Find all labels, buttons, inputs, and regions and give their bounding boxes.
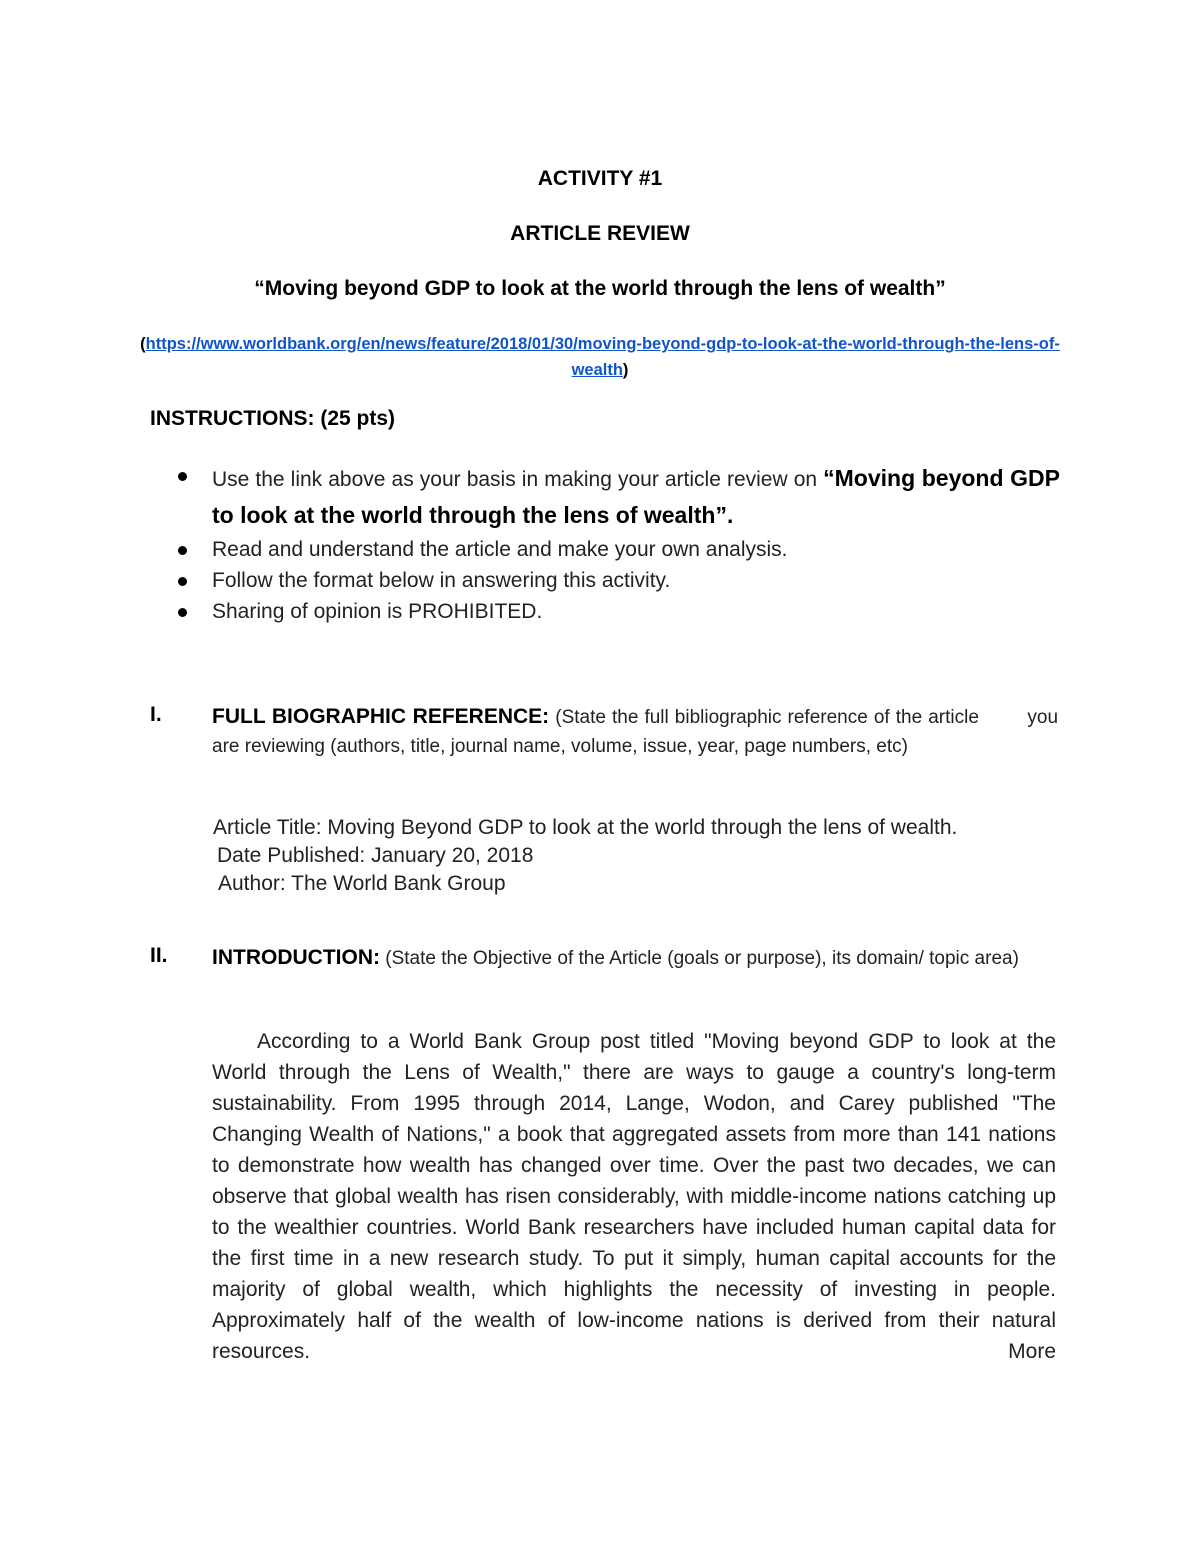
bullet-text: Sharing of opinion is PROHIBITED.	[212, 600, 543, 623]
list-item	[170, 596, 1060, 627]
activity-subtitle: ARTICLE REVIEW	[510, 222, 690, 245]
bullet-text: Use the link above as your basis in making your article review on	[212, 468, 824, 491]
section-number: II.	[150, 944, 168, 967]
bullet-icon	[178, 546, 187, 555]
reference-details	[213, 814, 957, 898]
section-description: (State the Objective of the Article (goals or purpose), its domain/ topic area)	[379, 948, 1019, 969]
article-url-link[interactable]: https://www.worldbank.org/en/news/feature/2018/01/30/moving-beyond-gdp-to-look-at-the-world-through-the-lens-of-wealth	[145, 335, 1060, 379]
section-number: I.	[150, 703, 162, 726]
section-label: FULL BIOGRAPHIC REFERENCE:	[212, 705, 550, 728]
bullet-text: Read and understand the article and make your own analysis.	[212, 538, 788, 561]
reference-date: Date Published: January 20, 2018	[217, 844, 534, 867]
reference-author: Author: The World Bank Group	[218, 872, 506, 895]
list-item	[170, 460, 1060, 534]
bullet-icon	[178, 472, 187, 481]
section-heading	[212, 944, 1058, 974]
url-close-paren: )	[622, 361, 629, 379]
section-heading	[212, 703, 1058, 761]
url-open-paren: (	[140, 335, 146, 353]
reference-article-title: Article Title: Moving Beyond GDP to look at the world through the lens of wealth.	[213, 816, 958, 839]
introduction-paragraph: According to a World Bank Group post titled "Moving beyond GDP to look at the World through the Lens of Wealth," there are ways to gauge a country's long-term sustainability. From 1995 through 2014, Lange, Wodon, and Carey published "The Changing Wealth of Nations," a book that aggregated assets from more than 141 nations to demonstrate how wealth has changed over time. Over the past two decades, we can observe that global wealth has risen considerably, with middle-income nations catching up to the wealthier countries. World Bank researchers have included human capital data for the first time in a new research study. To put it simply, human capital accounts for the majority of global wealth, which highlights the necessity of investing in people. Approximately half of the wealth of low-income nations is derived from their natural resources. More	[212, 1030, 1056, 1363]
instructions-list	[170, 460, 1060, 627]
section-introduction	[150, 944, 1058, 974]
article-title: “Moving beyond GDP to look at the world through the lens of wealth”	[254, 277, 946, 300]
section-label: INTRODUCTION:	[212, 946, 380, 969]
bullet-emphasis: “Moving beyond GDP to look at the world through the lens of wealth”.	[212, 465, 1060, 528]
bullet-text: Follow the format below in answering this activity.	[212, 569, 671, 592]
instructions-heading: INSTRUCTIONS: (25 pts)	[150, 407, 396, 430]
bullet-icon	[178, 577, 187, 586]
section-bibliographic-reference	[150, 703, 1058, 761]
list-item	[170, 534, 1060, 565]
section-description: (State the full bibliographic reference of the article you are reviewing (authors, title, journal name, volume, issue, year, page numbers, etc)	[212, 707, 1059, 757]
list-item	[170, 565, 1060, 596]
article-url-block	[140, 331, 1060, 383]
bullet-icon	[178, 608, 187, 617]
activity-title: ACTIVITY #1	[537, 167, 663, 190]
